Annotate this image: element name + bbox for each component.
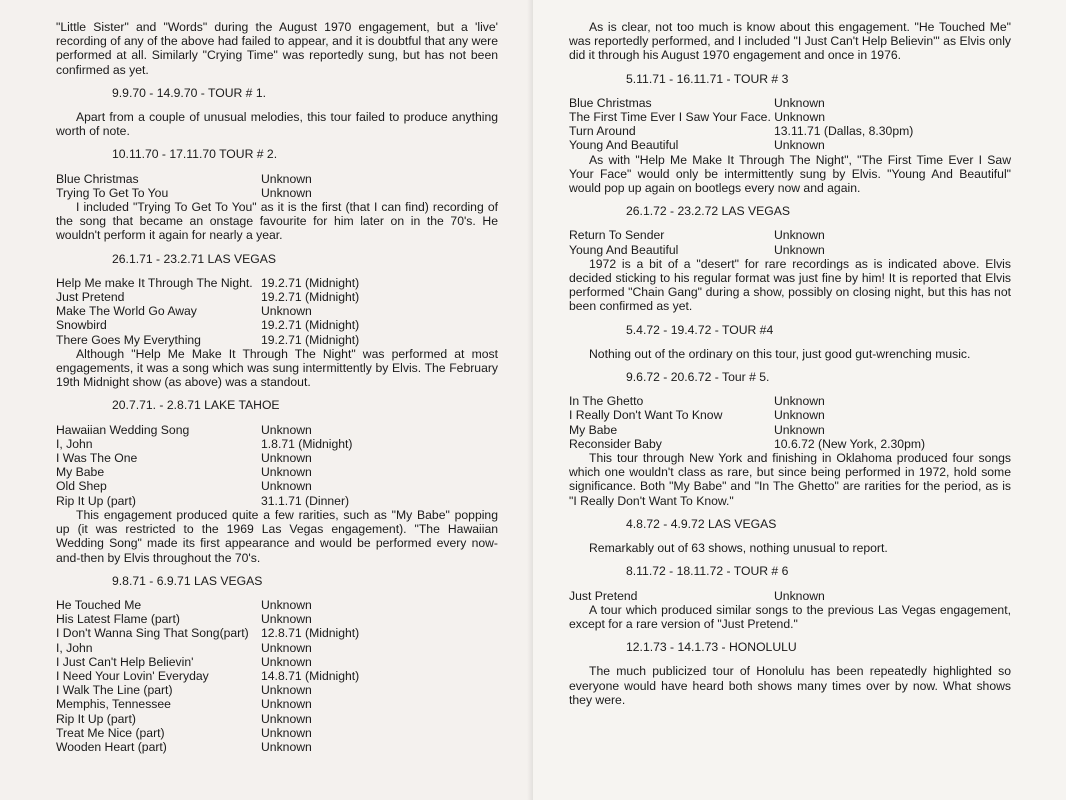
lasvegas-72b-paragraph: Remarkably out of 63 shows, nothing unusual to report.: [589, 541, 888, 556]
song-title: His Latest Flame (part): [56, 612, 180, 627]
song-row: [56, 740, 498, 754]
song-note: Unknown: [261, 711, 312, 726]
song-title: Make The World Go Away: [56, 304, 197, 319]
lasvegas-71b-heading: 9.8.71 - 6.9.71 LAS VEGAS: [112, 573, 263, 588]
song-note: Unknown: [261, 612, 312, 627]
song-row: [569, 110, 1011, 124]
song-title: Blue Christmas: [56, 171, 139, 186]
song-note: Unknown: [261, 422, 312, 437]
song-row: [56, 333, 498, 347]
lasvegas-71-heading: 26.1.71 - 23.2.71 LAS VEGAS: [112, 251, 276, 266]
song-row: [56, 423, 498, 437]
song-row: [569, 228, 1011, 242]
song-row: [569, 124, 1011, 138]
song-note: Unknown: [261, 304, 312, 319]
tour2-paragraph: I included "Trying To Get To You" as it is the first (that I can find) recording of the song that became an onstage favourite for him later on in the 70's. He wouldn't perform it again for nearly a year.: [56, 200, 498, 243]
song-title: Rip It Up (part): [56, 493, 136, 508]
song-title: There Goes My Everything: [56, 332, 201, 347]
song-row: [569, 589, 1011, 603]
tour5-paragraph: This tour through New York and finishing in Oklahoma produced four songs which one wouldn't class as rare, but since being performed in 1972, hold some significance. Both "My Babe" and "In The Ghetto" are rarities for the period, as is "I Really Don't Want To Know.": [569, 451, 1011, 508]
tour6-song-list: [569, 589, 1011, 603]
song-title: I Don't Wanna Sing That Song(part): [56, 626, 249, 641]
song-row: [56, 641, 498, 655]
song-title: Reconsider Baby: [569, 436, 662, 451]
song-row: [56, 451, 498, 465]
song-row: [56, 318, 498, 332]
song-note: Unknown: [261, 479, 312, 494]
song-note: Unknown: [774, 394, 825, 409]
song-row: [56, 598, 498, 612]
lasvegas-71-paragraph: Although "Help Me Make It Through The Night" was performed at most engagements, it was a song which was sung intermittently by Elvis. The February 19th Midnight show (as above) was a standout.: [56, 346, 498, 390]
song-title: Young And Beautiful: [569, 138, 679, 153]
song-row: [56, 276, 498, 290]
song-row: [56, 726, 498, 740]
song-row: [56, 465, 498, 479]
intro-paragraph: As is clear, not too much is know about this engagement. "He Touched Me" was reportedly performed, and I included "I Just Can't Help Believin'" as Elvis only did it through his August 1970 engagement and once in 1976.: [569, 20, 1011, 63]
song-row: [56, 669, 498, 683]
song-row: [56, 683, 498, 697]
tour5-song-list: [569, 394, 1011, 451]
song-row: [56, 437, 498, 451]
song-title: Help Me make It Through The Night.: [56, 275, 253, 290]
song-title: I Walk The Line (part): [56, 683, 173, 698]
song-title: I, John: [56, 640, 93, 655]
song-note: Unknown: [261, 597, 312, 612]
tour4-heading: 5.4.72 - 19.4.72 - TOUR #4: [626, 322, 774, 337]
song-title: I Was The One: [56, 451, 138, 466]
song-note: 13.11.71 (Dallas, 8.30pm): [774, 124, 914, 139]
lake-tahoe-song-list: [56, 423, 498, 508]
tour3-paragraph: As with "Help Me Make It Through The Night", "The First Time Ever I Saw Your Face" would only be intermittently sung by Elvis. "Young And Beautiful" would pop up again on bootlegs every now and again.: [569, 152, 1011, 196]
left-column: [56, 20, 498, 754]
lasvegas-72b-heading: 4.8.72 - 4.9.72 LAS VEGAS: [626, 516, 777, 531]
song-note: Unknown: [261, 171, 312, 186]
song-note: Unknown: [261, 739, 312, 754]
lasvegas-71b-song-list: [56, 598, 498, 754]
song-row: [56, 712, 498, 726]
song-row: [569, 394, 1011, 408]
song-note: 19.2.71 (Midnight): [261, 318, 360, 333]
honolulu-heading: 12.1.73 - 14.1.73 - HONOLULU: [626, 640, 797, 655]
song-title: The First Time Ever I Saw Your Face. Unknown: [569, 110, 826, 125]
song-title: In The Ghetto: [569, 394, 644, 409]
tour6-heading: 8.11.72 - 18.11.72 - TOUR # 6: [626, 564, 789, 579]
tour2-heading: 10.11.70 - 17.11.70 TOUR # 2.: [112, 147, 278, 162]
song-row: [56, 655, 498, 669]
song-title: Just Pretend: [56, 290, 125, 305]
song-note: Unknown: [774, 588, 825, 603]
song-row: [569, 138, 1011, 152]
song-note: Unknown: [261, 683, 312, 698]
song-note: Unknown: [774, 228, 825, 243]
song-title: Treat Me Nice (part): [56, 725, 165, 740]
song-note: 12.8.71 (Midnight): [261, 626, 360, 641]
song-title: Turn Around: [569, 124, 636, 139]
song-row: [56, 479, 498, 493]
tour3-heading: 5.11.71 - 16.11.71 - TOUR # 3: [626, 71, 789, 86]
song-row: [56, 494, 498, 508]
song-title: Hawaiian Wedding Song: [56, 422, 190, 437]
song-note: Unknown: [774, 138, 825, 153]
song-title: Just Pretend: [569, 588, 638, 603]
song-note: Unknown: [261, 640, 312, 655]
tour5-heading: 9.6.72 - 20.6.72 - Tour # 5.: [626, 370, 770, 385]
song-note: Unknown: [261, 185, 312, 200]
lasvegas-72-heading: 26.1.72 - 23.2.72 LAS VEGAS: [626, 204, 790, 219]
song-note: 19.2.71 (Midnight): [261, 275, 360, 290]
song-title: Wooden Heart (part): [56, 739, 167, 754]
song-title: I Really Don't Want To Know: [569, 408, 723, 423]
song-title: Snowbird: [56, 318, 107, 333]
song-note: Unknown: [261, 465, 312, 480]
song-title: Blue Christmas: [569, 95, 652, 110]
song-title: I, John: [56, 436, 93, 451]
song-row: [569, 408, 1011, 422]
tour1-heading: 9.9.70 - 14.9.70 - TOUR # 1.: [112, 85, 267, 100]
song-row: [56, 290, 498, 304]
lasvegas-72-paragraph: 1972 is a bit of a "desert" for rare recordings as is indicated above. Elvis decided sticking to his regular format was just fine by him! It is reported that Elvis performed "Chain Gang" during a show, possibly on closing night, but this has not been confirmed as yet.: [569, 256, 1011, 314]
intro-paragraph: "Little Sister" and "Words" during the August 1970 engagement, but a 'live' recording of any of the above had failed to appear, and it is doubtful that any were performed at all. Similarly "Crying Time" was reportedly sung, but has not been confirmed as yet.: [56, 20, 498, 77]
song-note: Unknown: [261, 725, 312, 740]
song-row: [56, 626, 498, 640]
song-row: [569, 96, 1011, 110]
song-note: 1.8.71 (Midnight): [261, 436, 353, 451]
song-row: [569, 243, 1011, 257]
tour6-paragraph: A tour which produced similar songs to the previous Las Vegas engagement, except for a rare version of "Just Pretend.": [569, 602, 1011, 631]
lasvegas-71-song-list: [56, 276, 498, 347]
song-title: I Need Your Lovin' Everyday: [56, 668, 209, 683]
honolulu-paragraph: The much publicized tour of Honolulu has been repeatedly highlighted so everyone would have heard both shows many times over by now. What shows they were.: [569, 664, 1011, 707]
song-row: [56, 612, 498, 626]
song-title: Trying To Get To You: [56, 185, 169, 200]
song-row: [56, 172, 498, 186]
song-note: [825, 110, 1011, 124]
song-row: [569, 423, 1011, 437]
song-note: 10.6.72 (New York, 2.30pm): [774, 436, 926, 451]
song-note: Unknown: [774, 242, 825, 257]
song-title: My Babe: [56, 465, 105, 480]
song-title: Old Shep: [56, 479, 107, 494]
song-title: Return To Sender: [569, 228, 665, 243]
tour2-song-list: [56, 172, 498, 200]
song-row: [56, 186, 498, 200]
tour3-song-list: [569, 96, 1011, 153]
right-page: [533, 0, 1066, 800]
song-note: 19.2.71 (Midnight): [261, 332, 360, 347]
tour1-paragraph: Apart from a couple of unusual melodies, this tour failed to produce anything worth of note.: [56, 110, 498, 139]
right-column: [569, 20, 1011, 707]
song-title: Memphis, Tennessee: [56, 697, 171, 712]
song-note: Unknown: [774, 95, 825, 110]
song-title: Rip It Up (part): [56, 711, 136, 726]
song-note: Unknown: [261, 697, 312, 712]
song-title: Young And Beautiful: [569, 242, 679, 257]
song-title: My Babe: [569, 422, 618, 437]
song-note: 14.8.71 (Midnight): [261, 668, 360, 683]
song-note: 19.2.71 (Midnight): [261, 290, 360, 305]
lake-tahoe-paragraph: This engagement produced quite a few rarities, such as "My Babe" popping up (it was restricted to the 1969 Las Vegas engagement). "The Hawaiian Wedding Song" made its first appearance and would be performed every now-and-then by Elvis throughout the 70's.: [56, 507, 498, 565]
song-note: Unknown: [261, 654, 312, 669]
song-note: Unknown: [774, 422, 825, 437]
song-row: [56, 304, 498, 318]
song-title: He Touched Me: [56, 597, 142, 612]
song-note: Unknown: [774, 408, 825, 423]
song-title: I Just Can't Help Believin': [56, 654, 194, 669]
song-row: [56, 697, 498, 711]
song-row: [569, 437, 1011, 451]
lasvegas-72-song-list: [569, 228, 1011, 256]
song-note: 31.1.71 (Dinner): [261, 493, 350, 508]
lake-tahoe-heading: 20.7.71. - 2.8.71 LAKE TAHOE: [112, 398, 280, 413]
tour4-paragraph: Nothing out of the ordinary on this tour, just good gut-wrenching music.: [589, 346, 971, 361]
song-note: Unknown: [261, 451, 312, 466]
